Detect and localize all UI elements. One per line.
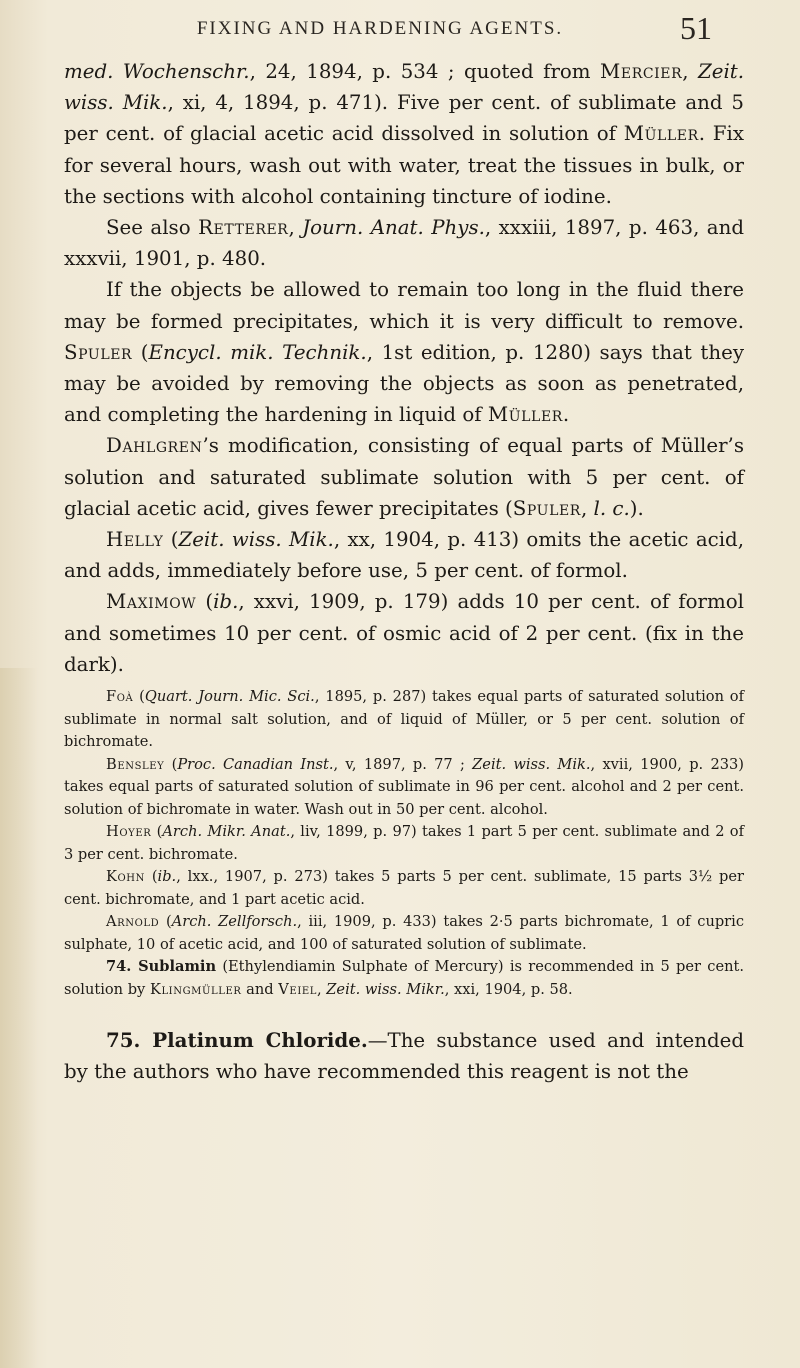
paragraph-continued <box>64 56 744 212</box>
text-run: , xx, 1904, p. 413) omits the acetic acid, and adds, immediately before use, 5 per cent. of formol. <box>64 528 744 583</box>
citation-title: Zeit. wiss. Mikr. <box>326 980 445 998</box>
text-run: , v, 1897, p. 77 ; <box>333 755 473 773</box>
paragraph-precipitates <box>64 274 744 430</box>
citation-abbrev: l. c. <box>593 496 630 520</box>
citation-title: Proc. Canadian Inst. <box>177 755 334 773</box>
text-run: , xxxiii, 1897, p. 463, and xxxvii, 1901, p. 480. <box>64 216 745 271</box>
citation-title: Arch. Mikr. Anat. <box>162 823 291 841</box>
author-name: Müller <box>487 403 563 427</box>
section-heading: 74. Sublamin <box>106 958 217 976</box>
citation-abbrev: ib. <box>157 868 177 886</box>
text-run: , 1895, p. 287) takes equal parts of saturated solution of sublimate in normal salt solution, and of liquid of Müller, or 5 per cent. solution of bichromate. <box>64 688 744 751</box>
author-name: Mercier <box>600 60 683 83</box>
section-75-block <box>64 1025 744 1087</box>
note-arnold <box>64 911 744 956</box>
citation-title: Encycl. mik. Technik. <box>148 340 367 364</box>
author-name: Arnold <box>106 913 160 931</box>
author-name: Retterer <box>198 216 289 240</box>
note-foa <box>64 686 744 754</box>
citation-title: Zeit. wiss. Mik. <box>64 60 745 115</box>
author-name: Kohn <box>106 868 145 886</box>
text-run: ( <box>159 913 172 931</box>
citation-title: Arch. Zellforsch. <box>171 913 298 931</box>
text-run: , <box>580 496 594 520</box>
text-run: , <box>682 60 698 83</box>
text-run: , xvii, 1900, p. 233) takes equal parts of saturated solution of sublimate in 96 per cent. alcohol and 2 per cent. solution of bichromate in water. Wash out in 50 per cent. alcohol. <box>64 755 744 818</box>
text-run: (Ethylendiamin Sulphate of Mercury) is recommended in 5 per cent. solution by <box>64 958 744 998</box>
text-run: ). <box>629 496 644 520</box>
paragraph-dahlgren <box>64 430 744 524</box>
text-run: and <box>241 980 279 998</box>
page-stain <box>0 668 38 1368</box>
text-run: ( <box>144 868 158 886</box>
text-run: ’s modification, consisting of equal parts of Müller’s solution and saturated sublimate solution with 5 per cent. of glacial acetic acid, gives fewer precipitates ( <box>64 434 744 520</box>
page-header <box>0 8 800 48</box>
text-run: , 1st edition, p. 1280) says that they may be avoided by removing the objects as soon as penetrated, and completing the hardening in liquid of <box>64 340 744 427</box>
citation-title: Quart. Journ. Mic. Sci. <box>144 688 315 706</box>
note-hoyer <box>64 821 744 866</box>
note-bensley <box>64 754 744 822</box>
text-run: ( <box>151 823 163 841</box>
text-run: ( <box>196 590 214 614</box>
text-run: , xxvi, 1909, p. 179) adds 10 per cent. of formol and sometimes 10 per cent. of osmic acid of 2 per cent. (fix in the dark). <box>64 590 744 676</box>
text-run: , 24, 1894, p. 534 ; quoted from <box>249 60 601 83</box>
page-content <box>64 56 744 1087</box>
author-name: Dahlgren <box>106 434 203 458</box>
running-head: FIXING AND HARDENING AGENTS. <box>196 18 564 39</box>
text-run: , xi, 4, 1894, p. 471). Five per cent. of sublimate and 5 per cent. of glacial acetic acid dissolved in solution of <box>64 91 744 146</box>
text-run: See also <box>106 216 199 240</box>
text-run: , xxi, 1904, p. 58. <box>444 980 573 998</box>
page-number: 51 <box>680 10 712 46</box>
text-run: , liv, 1899, p. 97) takes 1 part 5 per cent. sublimate and 2 of 3 per cent. bichromate. <box>64 823 744 863</box>
citation-title: Journ. Anat. Phys. <box>302 216 485 240</box>
citation-abbrev: ib. <box>213 590 239 614</box>
section-heading: 75. Platinum Chloride. <box>106 1028 368 1053</box>
main-text <box>64 56 744 680</box>
citation-title: Zeit. wiss. Mik. <box>472 755 591 773</box>
paragraph-helly <box>64 524 744 586</box>
text-run: ( <box>132 340 149 364</box>
note-kohn <box>64 866 744 911</box>
author-name: Hoyer <box>106 823 152 841</box>
text-run: —The substance used and intended by the authors who have recommended this reagent is not the <box>64 1029 744 1084</box>
paragraph-see-also <box>64 212 744 274</box>
text-run: . <box>562 403 570 427</box>
citation-title: Zeit. wiss. Mik. <box>178 528 334 552</box>
author-name: Klingmüller <box>149 980 242 998</box>
section-74 <box>64 956 744 1001</box>
author-name: Spuler <box>64 340 133 364</box>
section-75 <box>64 1025 744 1087</box>
text-run: . Fix for several hours, wash out with water, treat the tissues in bulk, or the sections with alcohol containing tincture of iodine. <box>64 122 744 208</box>
citation-title: med. Wochenschr. <box>64 60 250 83</box>
text-run: , <box>317 980 327 998</box>
text-run: ( <box>163 528 179 552</box>
text-run: If the objects be allowed to remain too long in the fluid there may be formed precipitates, which it is very difficult to remove. <box>64 278 744 333</box>
text-run: , lxx., 1907, p. 273) takes 5 parts 5 per cent. sublimate, 15 parts 3½ per cent. bichromate, and 1 part acetic acid. <box>64 868 744 908</box>
small-print-notes <box>64 686 744 1001</box>
author-name: Helly <box>106 528 164 552</box>
author-name: Maximow <box>106 590 197 614</box>
text-run: ( <box>164 755 178 773</box>
author-name: Spuler <box>512 496 581 520</box>
author-name: Bensley <box>106 755 165 773</box>
text-run: , iii, 1909, p. 433) takes 2·5 parts bichromate, 1 of cupric sulphate, 10 of acetic acid, and 100 of saturated solution of sublimate. <box>64 913 744 953</box>
text-run: , <box>288 216 303 240</box>
author-name: Foà <box>106 688 134 706</box>
author-name: Müller <box>623 122 699 146</box>
text-run: ( <box>133 688 145 706</box>
paragraph-maximow <box>64 586 744 680</box>
author-name: Veiel <box>278 980 318 998</box>
